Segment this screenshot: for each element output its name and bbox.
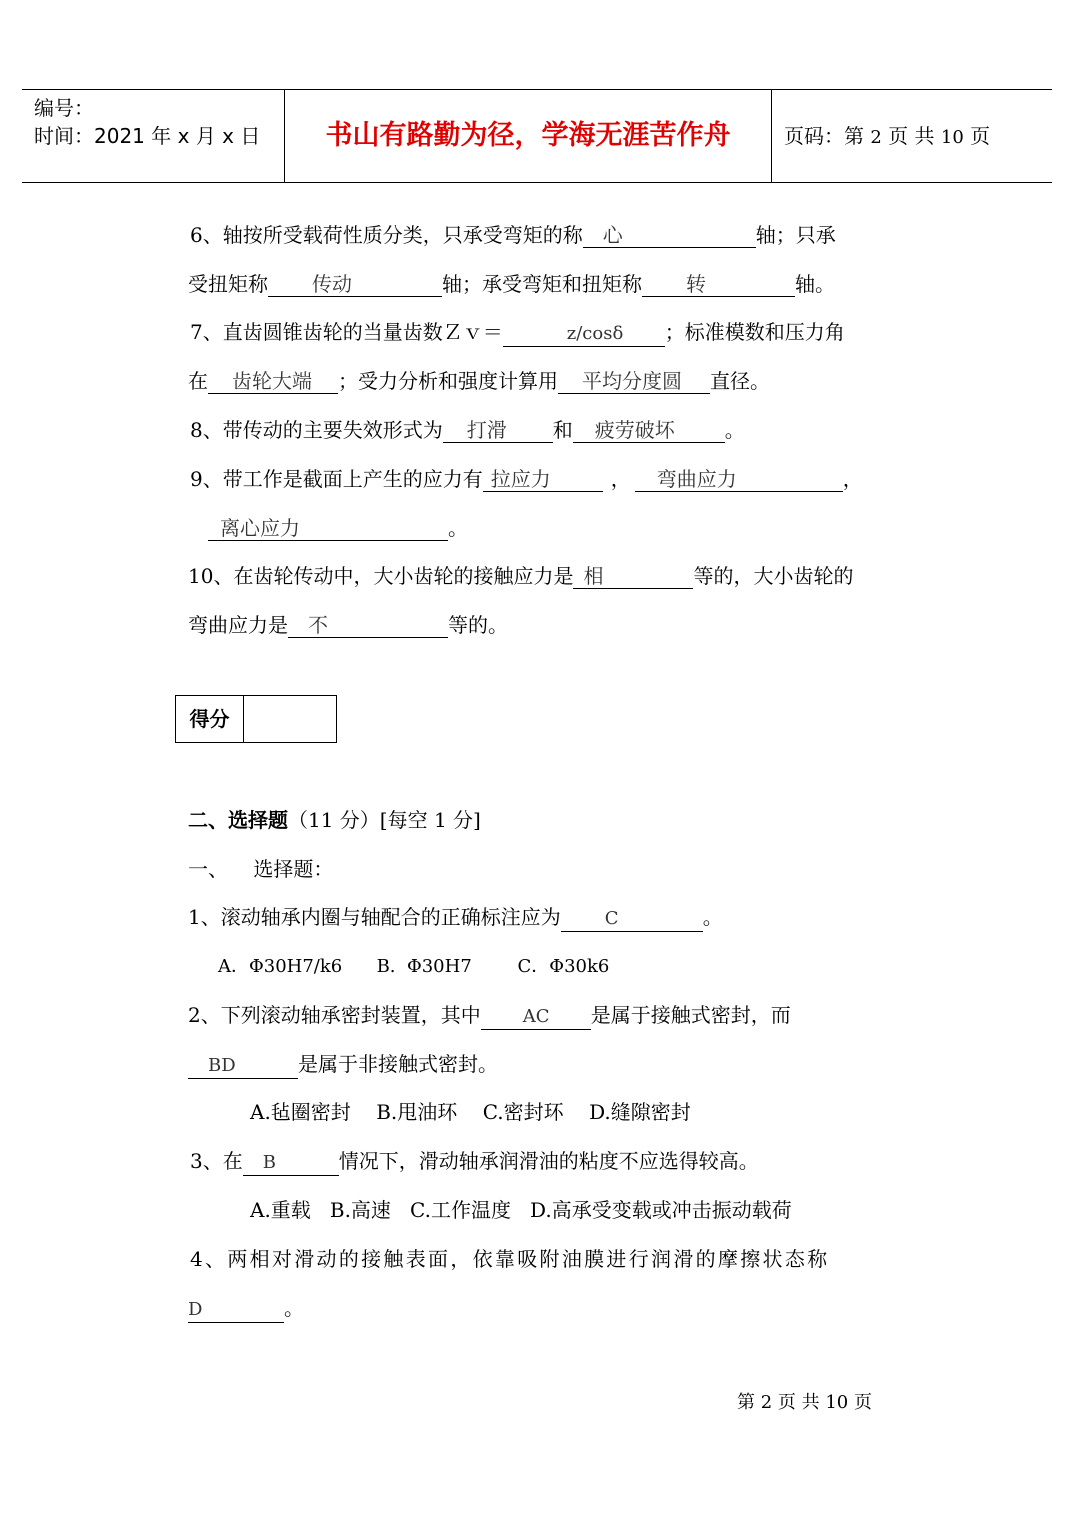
number-label: 编号： <box>34 96 94 120</box>
choice-4-line-2 <box>188 1294 304 1323</box>
question-10-line-2 <box>188 611 508 639</box>
c1-text-2: 。 <box>702 905 723 929</box>
q7-answer-1-text: z/cosδ <box>566 323 624 344</box>
question-10-line-1 <box>188 562 853 590</box>
c2-answer-2 <box>188 1052 298 1079</box>
c2-answer-1-text: AC <box>522 1006 550 1027</box>
time-label: 时间：2021 年 x 月 x 日 <box>34 124 261 148</box>
question-7-line-1 <box>190 318 845 347</box>
q9-text-2: ， <box>610 467 631 491</box>
choice-4-line-1: 4、两相对滑动的接触表面，依靠吸附油膜进行润滑的摩擦状态称 <box>190 1247 830 1271</box>
page-header <box>22 89 1052 183</box>
section-2-subtitle: 一、 选择题： <box>188 857 334 881</box>
q7-text-4: ；受力分析和强度计算用 <box>338 369 558 393</box>
c1-text-1: 1、滚动轴承内圈与轴配合的正确标注应为 <box>188 905 561 929</box>
q10-answer-1-text: 相 <box>583 564 604 588</box>
choice-2-line-1 <box>188 1001 791 1030</box>
c2-answer-1 <box>481 1003 591 1030</box>
question-7-line-2 <box>188 367 770 395</box>
q6-answer-2 <box>268 272 442 297</box>
c4-text-2: 。 <box>284 1296 304 1320</box>
c2-text-3: 是属于非接触式密封。 <box>298 1052 498 1076</box>
q6-answer-3-text: 转 <box>686 272 706 296</box>
section-2-points: （11 分）[每空 1 分] <box>288 808 481 832</box>
q10-text-1: 10、在齿轮传动中，大小齿轮的接触应力是 <box>188 564 574 588</box>
q9-answer-2 <box>635 467 843 492</box>
c1-answer-text: C <box>604 908 619 929</box>
q6-text-2: 轴；只承 <box>755 223 836 247</box>
choice-3 <box>190 1147 759 1176</box>
q9-answer-2-text: 弯曲应力 <box>656 467 737 491</box>
header-meta <box>34 94 260 150</box>
q9-text-1: 9、带工作是截面上产生的应力有 <box>190 467 483 491</box>
q8-text-3: 。 <box>724 418 745 442</box>
choice-1 <box>188 903 723 932</box>
q8-text-1: 8、带传动的主要失效形式为 <box>190 418 443 442</box>
q8-answer-1-text: 打滑 <box>466 418 507 442</box>
q6-text-3: 受扭矩称 <box>188 272 268 296</box>
score-label: 得分 <box>176 696 244 742</box>
q9-answer-1 <box>483 467 603 492</box>
q10-answer-2-text: 不 <box>308 613 328 637</box>
q10-text-2: 等的，大小齿轮的 <box>693 564 854 588</box>
q7-text-3: 在 <box>188 369 208 393</box>
q6-answer-1 <box>583 223 756 248</box>
q9-answer-3-text: 离心应力 <box>220 516 300 540</box>
choice-2-line-2 <box>188 1050 498 1079</box>
q6-text-4: 轴；承受弯矩和扭矩称 <box>442 272 642 296</box>
choice-2-options: A.毡圈密封 B.甩油环 C.密封环 D.缝隙密封 <box>250 1100 691 1124</box>
page-total: 10 <box>940 127 964 148</box>
c2-text-2: 是属于接触式密封，而 <box>590 1003 791 1027</box>
q7-answer-3-text: 平均分度圆 <box>582 369 682 393</box>
c3-text-1: 3、在 <box>190 1149 243 1173</box>
q7-text-5: 直径。 <box>710 369 770 393</box>
q6-answer-3 <box>642 272 795 297</box>
q9-answer-3 <box>208 516 448 541</box>
q6-answer-1-text: 心 <box>602 223 623 247</box>
q6-answer-2-text: 传动 <box>312 272 352 296</box>
section-2-heading: 二、选择题 <box>188 808 288 832</box>
q9-answer-1-text: 拉应力 <box>490 467 551 491</box>
question-9-line-1 <box>190 465 863 493</box>
score-box <box>175 695 337 743</box>
q6-text-5: 轴。 <box>795 272 835 296</box>
q7-answer-1 <box>503 322 665 347</box>
c1-answer <box>561 905 703 932</box>
page-num: 2 <box>870 127 882 148</box>
question-6-line-1 <box>190 221 836 249</box>
header-page-number <box>784 122 990 152</box>
q7-answer-3 <box>558 369 710 394</box>
c3-answer-text: B <box>262 1152 276 1173</box>
choice-3-options: A.重载 B.高速 C.工作温度 D.高承受变载或冲击振动载荷 <box>250 1198 792 1222</box>
c4-answer-text: D <box>188 1299 203 1320</box>
q10-text-4: 等的。 <box>448 613 508 637</box>
q7-answer-2-text: 齿轮大端 <box>232 369 312 393</box>
section-2-title <box>188 806 481 834</box>
q8-answer-2 <box>573 418 725 443</box>
q10-answer-1 <box>573 564 693 589</box>
c2-text-1: 2、下列滚动轴承密封装置，其中 <box>188 1003 481 1027</box>
page-prefix: 页码：第 <box>784 124 871 148</box>
q7-text-1: 7、直齿圆锥齿轮的当量齿数Ｚｖ＝ <box>190 320 503 344</box>
c3-text-2: 情况下，滑动轴承润滑油的粘度不应选得较高。 <box>338 1149 759 1173</box>
page-suffix: 页 <box>963 124 991 148</box>
q7-answer-2 <box>208 369 338 394</box>
q7-text-2: ；标准模数和压力角 <box>664 320 845 344</box>
choice-1-options: A．Φ30H7/k6 B. Φ30H7 C．Φ30k6 <box>218 956 610 977</box>
c3-answer <box>243 1149 339 1176</box>
q9-text-4: 。 <box>448 516 468 540</box>
question-9-line-2 <box>208 514 468 542</box>
header-motto: 书山有路勤为径，学海无涯苦作舟 <box>325 120 731 151</box>
c2-answer-2-text: BD <box>208 1055 236 1076</box>
question-8 <box>190 416 745 444</box>
page-footer: 第 2 页 共 10 页 <box>737 1392 872 1413</box>
page-mid: 页 共 <box>881 124 941 148</box>
question-6-line-2 <box>188 270 835 298</box>
q10-text-3: 弯曲应力是 <box>188 613 288 637</box>
q8-answer-1 <box>443 418 553 443</box>
q6-text-1: 6、轴按所受载荷性质分类，只承受弯矩的称 <box>190 223 583 247</box>
c4-answer <box>188 1296 284 1323</box>
q8-text-2: 和 <box>552 418 573 442</box>
q8-answer-2-text: 疲劳破坏 <box>594 418 675 442</box>
q9-text-3: ， <box>842 467 863 491</box>
q10-answer-2 <box>288 613 448 638</box>
